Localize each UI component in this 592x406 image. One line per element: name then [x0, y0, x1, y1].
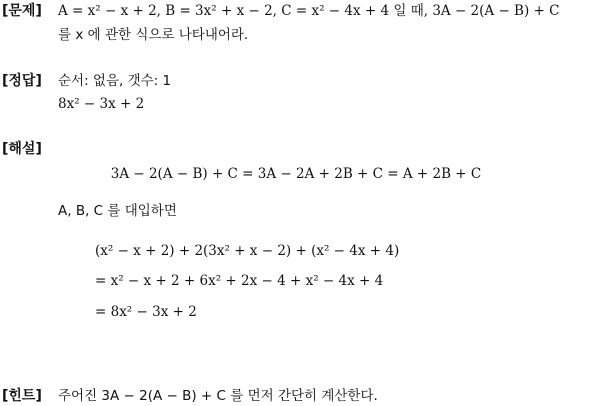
solution-step-3: = 8x² − 3x + 2: [95, 304, 197, 320]
problem-line-2: 를 x 에 관한 식으로 나타내어라.: [58, 27, 249, 43]
solution-label: [해설]: [2, 141, 42, 157]
solution-substitute-text: A, B, C 를 대입하면: [58, 203, 177, 219]
solution-equation: 3A − 2(A − B) + C = 3A − 2A + 2B + C = A + 2B + C: [110, 166, 482, 182]
problem-label: [문제]: [2, 3, 42, 19]
problem-line-1: A = x² − x + 2, B = 3x² + x − 2, C = x² − 4x + 4 일 때, 3A − 2(A − B) + C: [58, 3, 560, 19]
solution-step-1: (x² − x + 2) + 2(3x² + x − 2) + (x² − 4x + 4): [95, 243, 400, 259]
answer-order-count: 순서: 없음, 갯수: 1: [58, 73, 172, 89]
hint-label: [힌트]: [2, 388, 42, 404]
hint-text: 주어진 3A − 2(A − B) + C 를 먼저 간단히 계산한다.: [58, 388, 378, 404]
answer-label: [정답]: [2, 73, 42, 89]
answer-expression: 8x² − 3x + 2: [58, 96, 145, 112]
solution-step-2: = x² − x + 2 + 6x² + 2x − 4 + x² − 4x + 4: [95, 273, 384, 289]
